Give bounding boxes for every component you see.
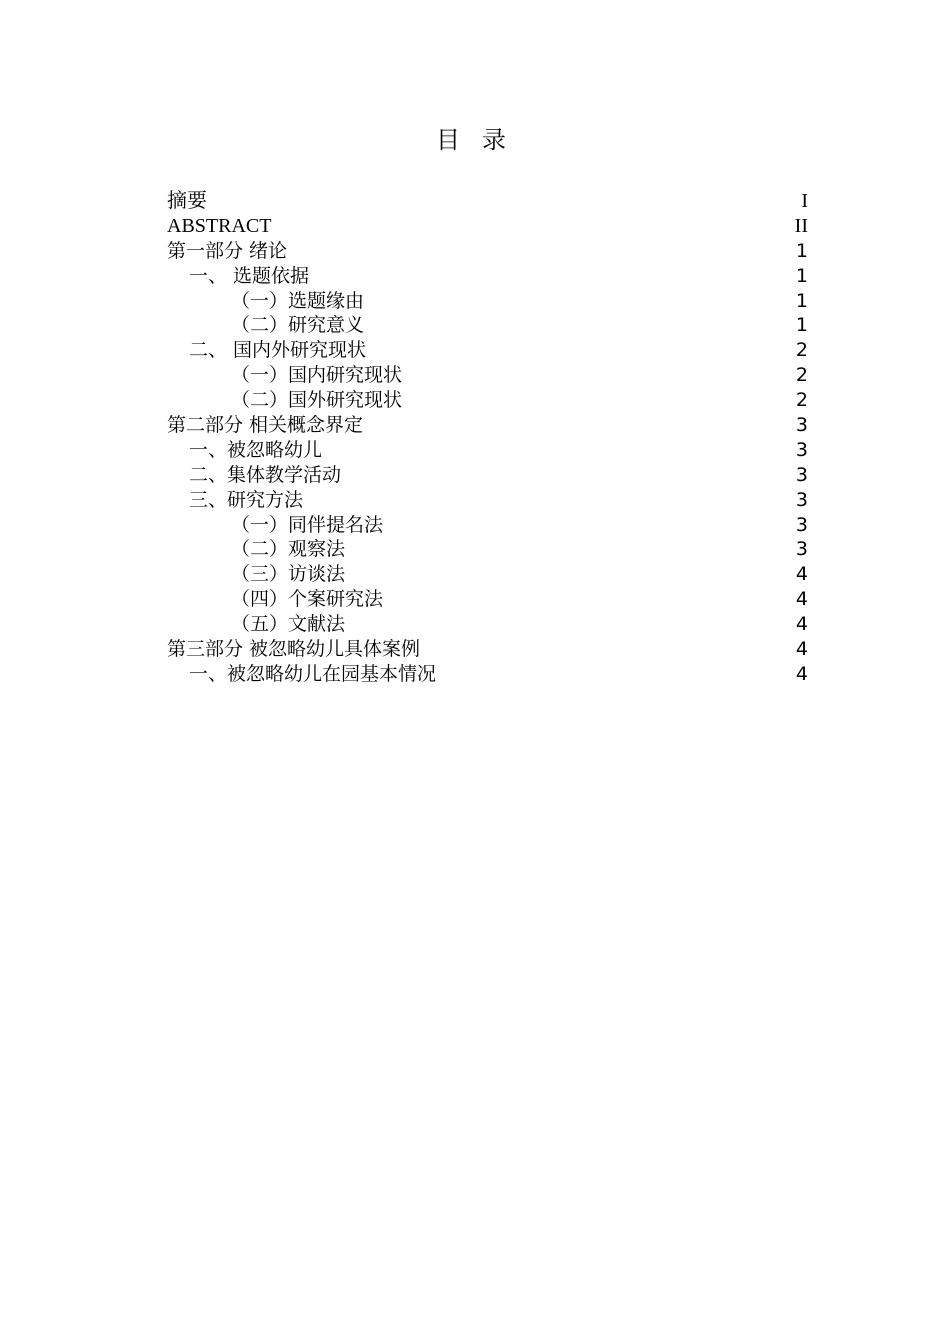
toc-entry[interactable] (167, 338, 808, 363)
toc-entry-label: （四）个案研究法 (231, 588, 384, 611)
toc-entry[interactable] (167, 289, 808, 314)
toc-entry-label: 第二部分 相关概念界定 (167, 414, 364, 437)
toc-entry-label: （三）访谈法 (231, 563, 346, 586)
toc-entry-page: 4 (795, 662, 808, 685)
toc-entry-label: （五）文献法 (231, 613, 346, 636)
toc-entry-page: 4 (795, 563, 808, 586)
toc-entry[interactable] (167, 388, 808, 413)
toc-entry[interactable] (167, 612, 808, 637)
toc-entry-label: 一、被忽略幼儿 (189, 438, 323, 461)
toc-entry-page: 2 (795, 339, 808, 362)
toc-entry-page: 3 (795, 488, 808, 511)
toc-entry-page: 4 (795, 638, 808, 661)
toc-entry-page: I (801, 190, 808, 212)
toc-entry-label: （一）同伴提名法 (231, 513, 384, 536)
toc-entry[interactable] (167, 562, 808, 587)
toc-entry[interactable] (167, 239, 808, 264)
toc-entry-page: 1 (795, 289, 808, 312)
toc-entry-page: 2 (795, 389, 808, 412)
toc-entry-page: 4 (795, 613, 808, 636)
toc-entry[interactable] (167, 463, 808, 488)
toc-entry-page: 3 (795, 438, 808, 461)
toc-entry[interactable] (167, 488, 808, 513)
toc-entry-page: 3 (795, 513, 808, 536)
toc-entry-label: 第三部分 被忽略幼儿具体案例 (167, 638, 421, 661)
toc-entry-page: 1 (795, 264, 808, 287)
toc-entry[interactable] (167, 214, 808, 239)
toc-entry[interactable] (167, 587, 808, 612)
toc-entry[interactable] (167, 264, 808, 289)
toc-entry-label: 第一部分 绪论 (167, 239, 288, 262)
toc-entry-page: 4 (795, 588, 808, 611)
toc-title: 目录 (436, 126, 528, 154)
toc-entry-label: ABSTRACT (167, 214, 272, 237)
toc-entry[interactable] (167, 513, 808, 538)
toc-entry-label: 一、 选题依据 (189, 264, 310, 287)
toc-entry[interactable] (167, 189, 808, 214)
toc-entry-page: 3 (795, 538, 808, 561)
toc-entry[interactable] (167, 537, 808, 562)
toc-entry-page: 3 (795, 414, 808, 437)
toc-entry[interactable] (167, 438, 808, 463)
toc-entry[interactable] (167, 413, 808, 438)
toc-entry-label: （一）国内研究现状 (231, 364, 403, 387)
toc-entry-label: 一、被忽略幼儿在园基本情况 (189, 662, 437, 685)
toc-entry[interactable] (167, 363, 808, 388)
toc-entry-label: （二）研究意义 (231, 314, 365, 337)
toc-entry-label: （一）选题缘由 (231, 289, 365, 312)
toc-entry-page: 3 (795, 463, 808, 486)
toc-entry-page: 1 (795, 314, 808, 337)
table-of-contents (167, 189, 808, 687)
toc-entry[interactable] (167, 662, 808, 687)
toc-entry[interactable] (167, 313, 808, 338)
toc-entry-label: 二、集体教学活动 (189, 463, 342, 486)
toc-entry[interactable] (167, 637, 808, 662)
toc-entry-page: 2 (795, 364, 808, 387)
toc-entry-page: II (794, 214, 808, 237)
toc-entry-label: 三、研究方法 (189, 488, 304, 511)
toc-entry-label: 二、 国内外研究现状 (189, 339, 367, 362)
toc-entry-label: （二）观察法 (231, 538, 346, 561)
toc-entry-page: 1 (795, 239, 808, 262)
toc-entry-label: 摘要 (167, 190, 207, 212)
toc-entry-label: （二）国外研究现状 (231, 389, 403, 412)
